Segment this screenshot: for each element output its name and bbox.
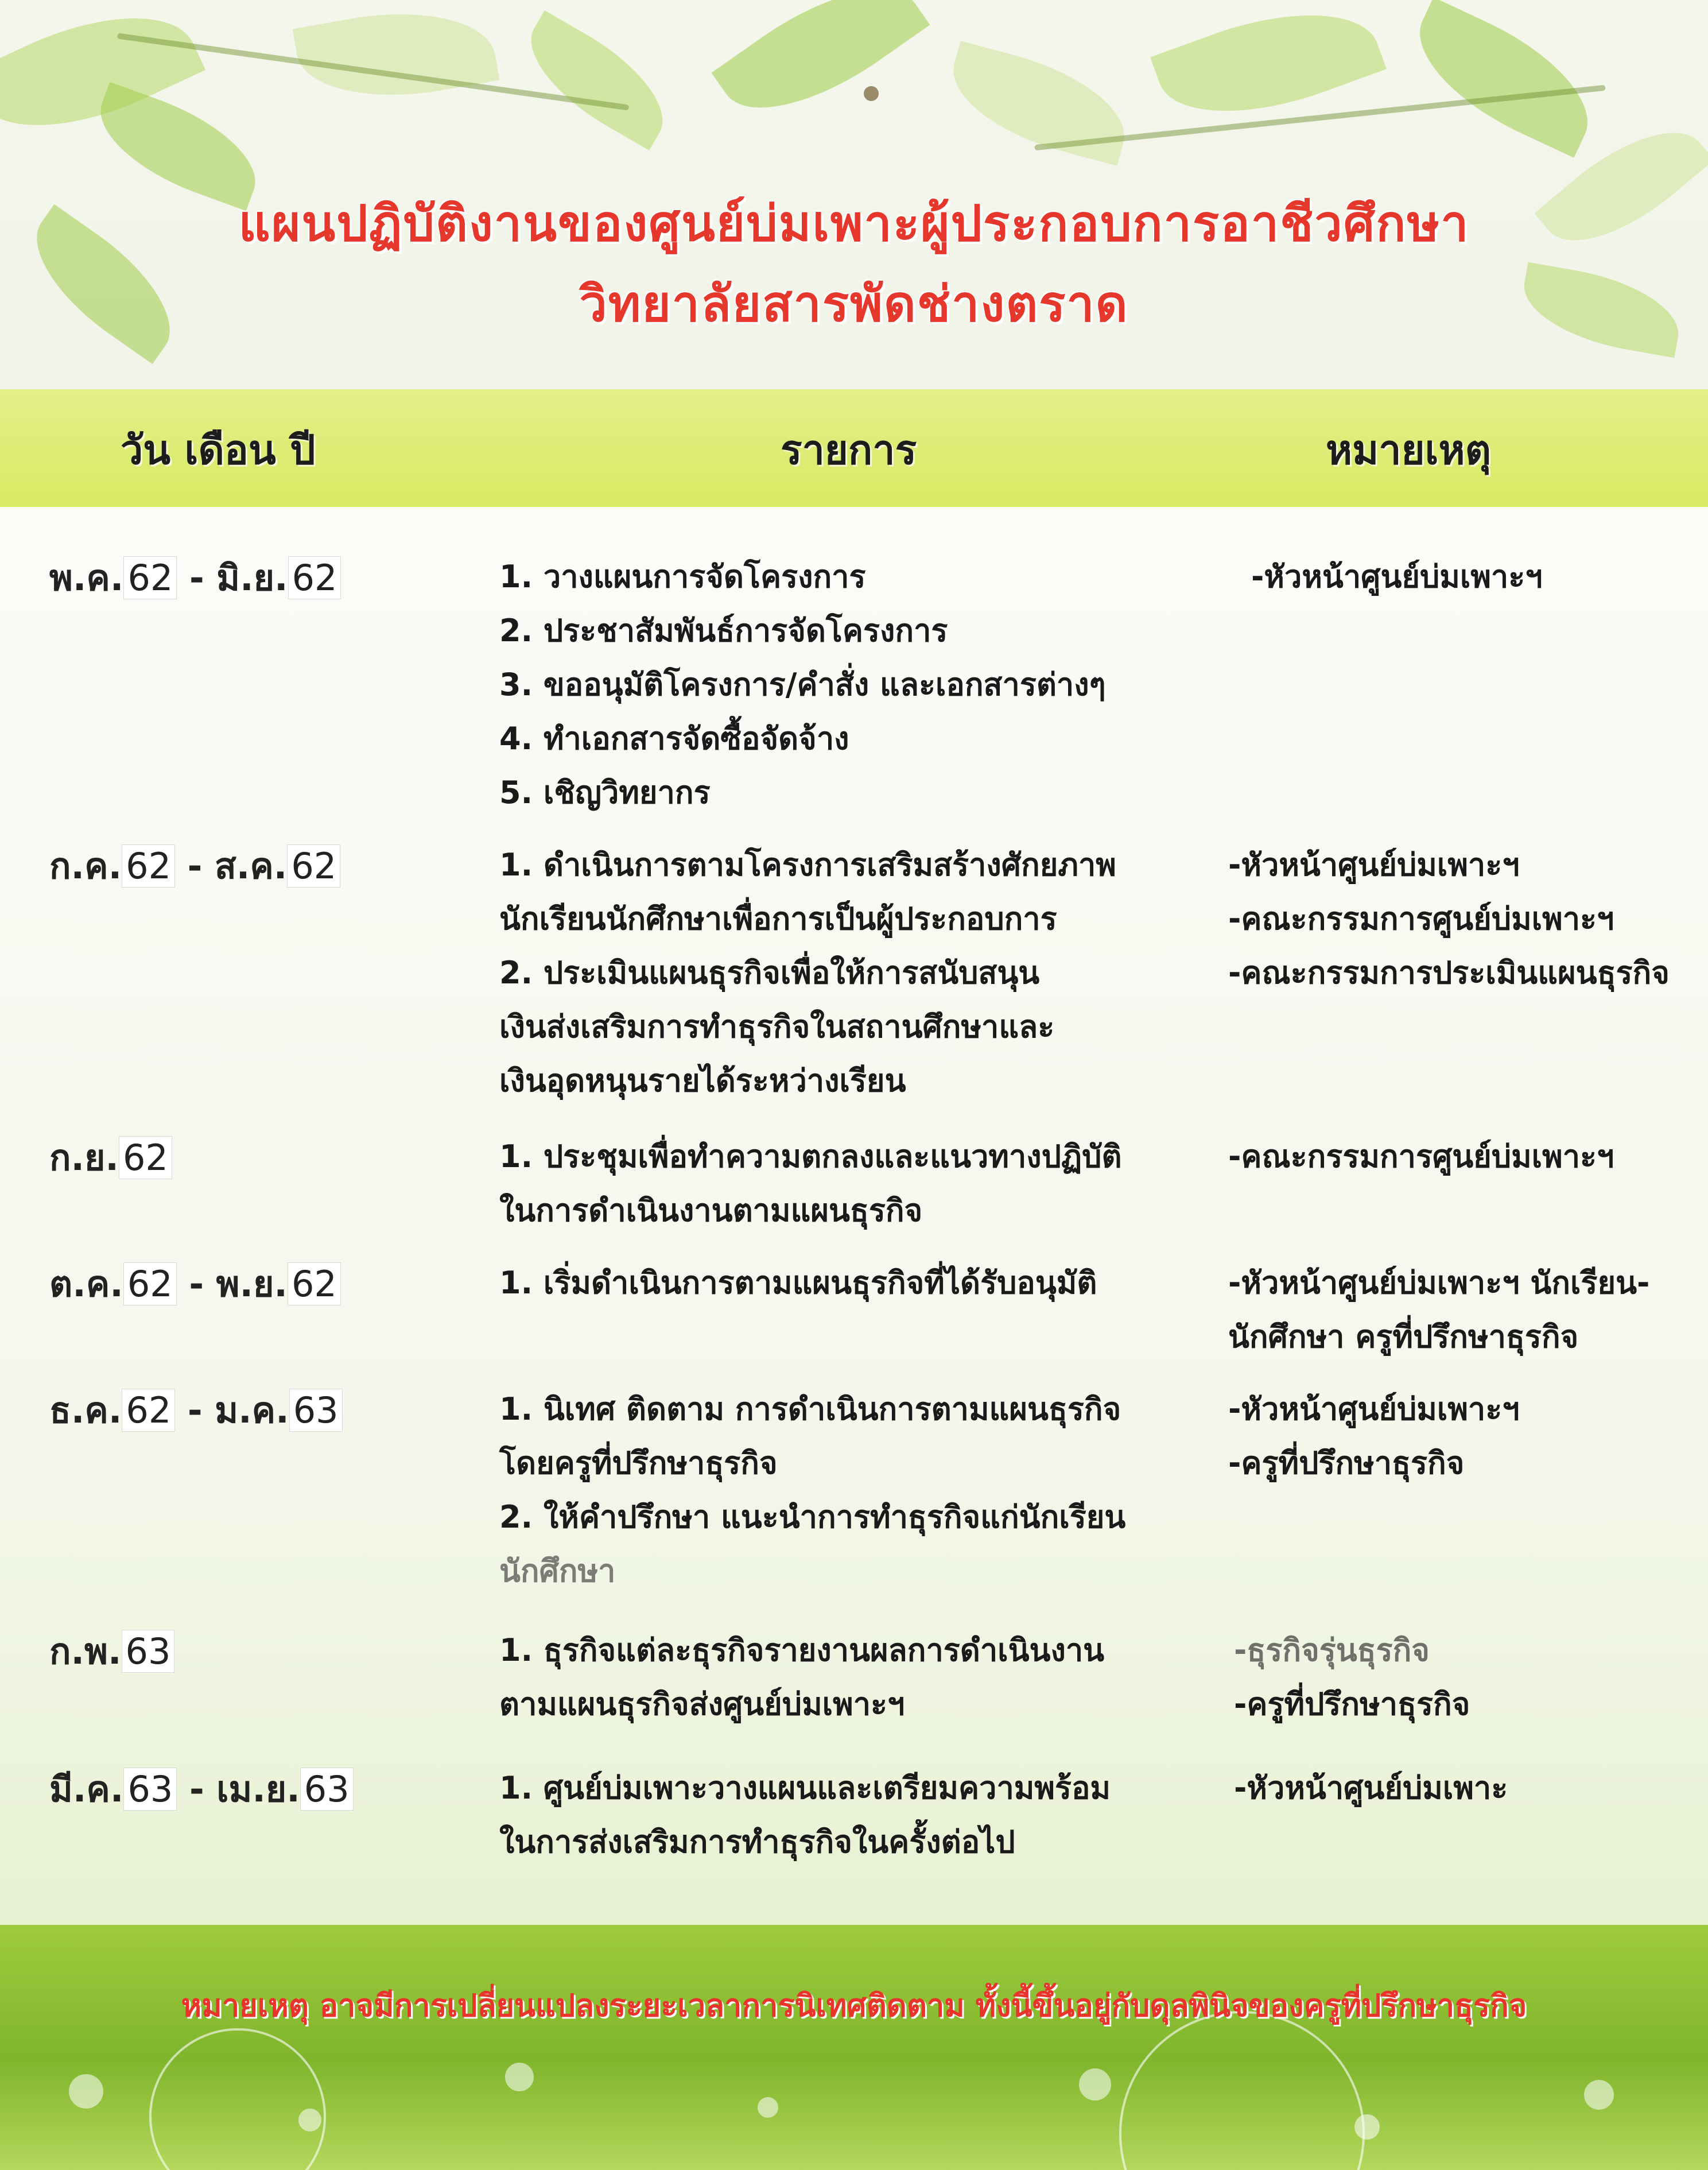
column-header-note: หมายเหตุ	[1326, 427, 1492, 474]
row-items	[499, 1761, 1188, 1869]
leaf-decoration	[293, 0, 500, 114]
row-notes	[1234, 1761, 1708, 1815]
row-notes	[1228, 1130, 1705, 1184]
note-item: -หัวหน้าศูนย์บ่มเพาะฯ นักเรียน-	[1228, 1265, 1650, 1301]
bokeh-decoration	[1584, 2080, 1614, 2110]
date-separator: -	[176, 1263, 216, 1305]
leaf-decoration	[1397, 0, 1610, 158]
row-notes	[1228, 1256, 1705, 1364]
row-items	[499, 838, 1188, 1108]
list-item: 1. ดำเนินการตามโครงการเสริมสร้างศักยภาพ	[499, 847, 1116, 883]
leaf-decoration	[712, 0, 930, 144]
list-item: โดยครูที่ปรึกษาธุรกิจ	[499, 1445, 778, 1481]
title-area	[0, 184, 1708, 344]
row-items	[499, 1623, 1188, 1731]
footer-note: หมายเหตุ อาจมีการเปลี่ยนแปลงระยะเวลาการนิเทศติดตาม ทั้งนี้ขึ้นอยู่กับดุลพินิจของครูที่ปรึกษาธุรกิจ	[181, 1987, 1527, 2024]
row-date	[49, 1130, 172, 1186]
date-year-end: 62	[288, 556, 341, 599]
list-item: ตามแผนธุรกิจส่งศูนย์บ่มเพาะฯ	[499, 1686, 905, 1722]
row-items	[499, 1130, 1188, 1238]
row-date	[49, 838, 340, 894]
leaf-decoration	[510, 10, 684, 150]
list-item: เงินส่งเสริมการทำธุรกิจในสถานศึกษาและ	[499, 1009, 1055, 1045]
list-item: ในการดำเนินงานตามแผนธุรกิจ	[499, 1192, 923, 1229]
list-item: 1. ศูนย์บ่มเพาะวางแผนและเตรียมความพร้อม	[499, 1770, 1111, 1806]
row-notes	[1234, 1623, 1708, 1731]
date-month-end: ม.ค.	[215, 1389, 289, 1431]
row-items	[499, 1256, 1188, 1310]
date-separator: -	[175, 1389, 215, 1431]
page-subtitle: วิทยาลัยสารพัดช่างตราด	[579, 276, 1129, 333]
date-year-start: 62	[119, 1136, 172, 1179]
list-item: 1. เริ่มดำเนินการตามแผนธุรกิจที่ได้รับอนุมัติ	[499, 1265, 1097, 1301]
date-separator: -	[177, 1768, 217, 1810]
column-header-date: วัน เดือน ปี	[121, 427, 316, 474]
date-separator: -	[177, 557, 217, 599]
ring-decoration	[1119, 2011, 1365, 2170]
row-items	[499, 1382, 1188, 1598]
date-year-start: 63	[123, 1768, 177, 1811]
date-year-start: 62	[123, 556, 177, 599]
date-year-end: 63	[300, 1768, 354, 1811]
date-month-end: มิ.ย.	[216, 557, 288, 599]
list-item: นักเรียนนักศึกษาเพื่อการเป็นผู้ประกอบการ	[499, 901, 1057, 937]
date-month-start: ก.ย.	[49, 1137, 119, 1179]
row-notes	[1228, 838, 1705, 1000]
date-year-end: 63	[289, 1389, 343, 1432]
date-year-end: 62	[288, 1262, 341, 1305]
note-item: นักศึกษา ครูที่ปรึกษาธุรกิจ	[1228, 1319, 1579, 1355]
date-year-start: 62	[122, 844, 175, 888]
date-month-start: ก.ค.	[49, 845, 122, 887]
row-date	[49, 1623, 174, 1680]
note-item: -ครูที่ปรึกษาธุรกิจ	[1234, 1686, 1470, 1722]
list-item: 1. ธุรกิจแต่ละธุรกิจรายงานผลการดำเนินงาน	[499, 1632, 1105, 1668]
row-notes	[1251, 550, 1708, 604]
wall-pin	[864, 86, 879, 101]
bokeh-decoration	[505, 2063, 534, 2091]
column-header-items: รายการ	[781, 427, 917, 474]
page-title: แผนปฏิบัติงานของศูนย์บ่มเพาะผู้ประกอบการอาชีวศึกษา	[238, 195, 1470, 253]
date-month-end: เม.ย.	[216, 1768, 300, 1810]
row-date	[49, 550, 341, 606]
note-item: -คณะกรรมการประเมินแผนธุรกิจ	[1228, 955, 1670, 991]
date-month-start: ธ.ค.	[49, 1389, 122, 1431]
list-item: 1. นิเทศ ติดตาม การดำเนินการตามแผนธุรกิจ	[499, 1391, 1121, 1427]
date-year-start: 63	[122, 1630, 175, 1673]
date-month-end: พ.ย.	[216, 1263, 288, 1305]
note-item: -ธุรกิจรุ่นธุรกิจ	[1234, 1632, 1430, 1668]
list-item: นักศึกษา	[499, 1553, 616, 1589]
table-body	[0, 507, 1708, 1925]
table-header	[0, 389, 1708, 507]
date-year-start: 62	[122, 1389, 175, 1432]
ring-decoration	[149, 2028, 326, 2170]
note-item: -หัวหน้าศูนย์บ่มเพาะฯ	[1228, 847, 1520, 883]
note-item: -หัวหน้าศูนย์บ่มเพาะฯ	[1251, 559, 1543, 595]
list-item: เงินอุดหนุนรายได้ระหว่างเรียน	[499, 1063, 906, 1099]
row-notes	[1228, 1382, 1705, 1490]
row-date	[49, 1256, 341, 1312]
list-item: ในการส่งเสริมการทำธุรกิจในครั้งต่อไป	[499, 1824, 1015, 1860]
row-date	[49, 1382, 343, 1439]
date-year-start: 62	[123, 1262, 177, 1305]
date-month-start: ต.ค.	[49, 1263, 123, 1305]
list-item: 1. ประชุมเพื่อทำความตกลงและแนวทางปฏิบัติ	[499, 1138, 1122, 1175]
date-month-end: ส.ค.	[214, 845, 288, 887]
date-month-start: มี.ค.	[49, 1768, 124, 1810]
note-item: -หัวหน้าศูนย์บ่มเพาะฯ	[1228, 1391, 1520, 1427]
list-item: 5. เชิญวิทยากร	[499, 774, 711, 811]
note-item: -คณะกรรมการศูนย์บ่มเพาะฯ	[1228, 901, 1614, 937]
list-item: 2. ประชาสัมพันธ์การจัดโครงการ	[499, 613, 948, 649]
note-item: -หัวหน้าศูนย์บ่มเพาะ	[1234, 1770, 1508, 1806]
note-item: -คณะกรรมการศูนย์บ่มเพาะฯ	[1228, 1138, 1614, 1175]
date-separator: -	[175, 845, 215, 887]
list-item: 2. ให้คำปรึกษา แนะนำการทำธุรกิจแก่นักเรียน	[499, 1499, 1126, 1535]
footer-band	[0, 1925, 1708, 2170]
note-item: -ครูที่ปรึกษาธุรกิจ	[1228, 1445, 1465, 1481]
bokeh-decoration	[758, 2097, 778, 2118]
bokeh-decoration	[1079, 2068, 1111, 2101]
row-date	[49, 1761, 354, 1818]
list-item: 3. ขออนุมัติโครงการ/คำสั่ง และเอกสารต่างๆ	[499, 666, 1106, 703]
list-item: 4. ทำเอกสารจัดซื้อจัดจ้าง	[499, 720, 849, 757]
list-item: 1. วางแผนการจัดโครงการ	[499, 559, 866, 595]
bokeh-decoration	[69, 2074, 103, 2109]
list-item: 2. ประเมินแผนธุรกิจเพื่อให้การสนับสนุน	[499, 955, 1040, 991]
date-year-end: 62	[287, 844, 340, 888]
row-items	[499, 550, 1188, 820]
date-month-start: ก.พ.	[49, 1630, 122, 1672]
date-month-start: พ.ค.	[49, 557, 124, 599]
